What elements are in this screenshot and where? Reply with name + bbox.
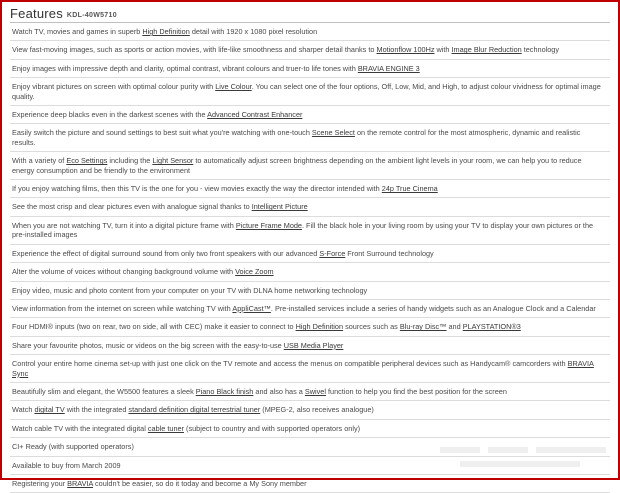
feature-keyword-link[interactable]: cable tuner	[147, 423, 184, 433]
feature-item	[10, 124, 610, 152]
feature-list	[2, 23, 618, 493]
feature-item	[10, 60, 610, 78]
feature-item	[10, 300, 610, 318]
feature-item	[10, 106, 610, 124]
feature-text: on the remote control for the most atmospheric, dynamic and realistic results.	[12, 128, 581, 147]
feature-text: sources such as	[343, 322, 400, 332]
feature-keyword-link[interactable]: Image Blur Reduction	[451, 45, 522, 55]
feature-text: Watch cable TV with the integrated digital	[12, 423, 148, 433]
feature-text: Four HDMI® inputs (two on rear, two on side, all with CEC) make it easier to connect to	[12, 322, 296, 332]
feature-text: and	[446, 322, 463, 332]
feature-keyword-link[interactable]: PLAYSTATION®3	[462, 322, 521, 332]
feature-text: Watch TV, movies and games in superb	[12, 27, 143, 36]
feature-text: Easily switch the picture and sound settings to best suit what you're watching with one-touch	[12, 128, 312, 138]
feature-keyword-link[interactable]: Light Sensor	[152, 156, 194, 166]
feature-keyword-link[interactable]: High Definition	[295, 322, 344, 332]
feature-text: Experience deep blacks even in the darkest scenes with the	[12, 110, 208, 120]
feature-keyword-link[interactable]: Swivel	[304, 386, 326, 396]
feature-text: and also has a	[253, 386, 305, 396]
feature-text: detail with 1920 x 1080 pixel resolution	[189, 27, 318, 36]
feature-keyword-link[interactable]: USB Media Player	[283, 340, 344, 350]
feature-text: See the most crisp and clear pictures even with analogue signal thanks to	[12, 202, 252, 212]
feature-text: Watch	[12, 405, 35, 415]
feature-text: technology	[521, 45, 560, 55]
feature-item	[10, 282, 610, 300]
feature-item	[10, 383, 610, 401]
feature-text: including the	[107, 156, 153, 166]
feature-item	[10, 337, 610, 355]
feature-item	[10, 152, 610, 180]
feature-text: to automatically adjust screen brightness depending on the ambient light levels in your room, we can help you to reduce energy consumption and be friendly to the environment	[12, 156, 582, 175]
feature-keyword-link[interactable]: Blu-ray Disc™	[399, 322, 447, 332]
feature-text: Available to buy from March 2009	[12, 460, 121, 470]
feature-keyword-link[interactable]: Voice Zoom	[235, 267, 274, 277]
feature-text: with the integrated	[64, 405, 129, 415]
feature-item	[10, 245, 610, 263]
features-header	[2, 2, 618, 21]
feature-text: Enjoy video, music and photo content from your computer on your TV with DLNA home networking technology	[12, 285, 368, 295]
feature-keyword-link[interactable]: standard definition digital terrestrial tuner	[128, 405, 261, 415]
feature-keyword-link[interactable]: Motionflow 100Hz	[376, 45, 435, 55]
feature-text: If you enjoy watching films, then this TV is the one for you - view movies exactly the way the director intended with	[12, 184, 382, 194]
feature-text: couldn't be easier, so do it today and become a My Sony member	[93, 478, 307, 488]
feature-keyword-link[interactable]: Picture Frame Mode	[235, 220, 302, 230]
feature-text: . Pre-installed services include a series of handy widgets such as an Analogue Clock and a Calendar	[270, 303, 596, 313]
feature-keyword-link[interactable]: BRAVIA Sync	[12, 359, 594, 378]
feature-item	[10, 41, 610, 59]
feature-text: Enjoy images with impressive depth and clarity, optimal contrast, vibrant colours and truer-to life tones with	[12, 63, 358, 73]
feature-keyword-link[interactable]: Intelligent Picture	[251, 202, 308, 212]
feature-item	[10, 401, 610, 419]
feature-keyword-link[interactable]: digital TV	[34, 405, 65, 415]
feature-text: View fast-moving images, such as sports or action movies, with life-like smoothness and sharper detail thanks to	[12, 45, 377, 55]
page-title: Features	[10, 6, 63, 21]
feature-text: with	[434, 45, 452, 55]
feature-text: With a variety of	[12, 156, 67, 166]
feature-text: Front Surround technology	[345, 248, 434, 258]
model-number: KDL-40W5710	[66, 12, 117, 19]
feature-text: . You can select one of the four options, Off, Low, Mid, and High, to adjust colour vividness for optimal image quality.	[12, 82, 601, 101]
feature-text: (subject to country and with supported operators only)	[184, 423, 361, 433]
feature-item	[10, 78, 610, 106]
feature-keyword-link[interactable]: High Definition	[142, 27, 190, 36]
feature-keyword-link[interactable]: Piano Black finish	[195, 386, 254, 396]
feature-text: When you are not watching TV, turn it into a digital picture frame with	[12, 220, 236, 230]
feature-item	[10, 263, 610, 281]
feature-item	[10, 180, 610, 198]
feature-text: Experience the effect of digital surround sound from only two front speakers with our advanced	[12, 248, 320, 258]
feature-keyword-link[interactable]: Scene Select	[311, 128, 355, 138]
feature-keyword-link[interactable]: S-Force	[319, 248, 346, 258]
feature-item	[10, 420, 610, 438]
feature-keyword-link[interactable]: Live Colour	[215, 82, 252, 92]
feature-text: View information from the internet on screen while watching TV with	[12, 303, 233, 313]
feature-item	[10, 217, 610, 245]
feature-keyword-link[interactable]: BRAVIA	[67, 478, 93, 488]
feature-text: Enjoy vibrant pictures on screen with optimal colour purity with	[12, 82, 216, 92]
feature-keyword-link[interactable]: Advanced Contrast Enhancer	[207, 110, 303, 120]
feature-text: CI+ Ready (with supported operators)	[12, 442, 134, 452]
feature-item	[10, 355, 610, 383]
feature-item	[10, 198, 610, 216]
feature-text: . Fill the black hole in your living room by using your TV to display your own pictures or the pre-installed images	[12, 220, 594, 240]
feature-keyword-link[interactable]: BRAVIA ENGINE 3	[357, 63, 420, 73]
feature-text: function to help you find the best position for the screen	[325, 386, 507, 396]
feature-text: Share your favourite photos, music or videos on the big screen with the easy-to-use	[12, 340, 284, 350]
watermark	[440, 437, 610, 477]
feature-item	[10, 475, 610, 493]
feature-text: Registering your	[12, 478, 68, 488]
feature-text: Beautifully slim and elegant, the W5500 features a sleek	[12, 386, 196, 396]
features-panel	[2, 2, 618, 488]
feature-keyword-link[interactable]: Eco Settings	[66, 156, 108, 166]
feature-item	[10, 23, 610, 41]
feature-item	[10, 318, 610, 336]
feature-text: Control your entire home cinema set-up with just one click on the TV remote and access the menus on compatible peripheral devices such as Handycam® camcorders with	[12, 359, 568, 369]
feature-text: Alter the volume of voices without changing background volume with	[12, 267, 236, 277]
feature-keyword-link[interactable]: AppliCast™	[232, 303, 271, 313]
feature-keyword-link[interactable]: 24p True Cinema	[381, 184, 438, 194]
feature-text: (MPEG-2, also receives analogue)	[260, 405, 374, 415]
